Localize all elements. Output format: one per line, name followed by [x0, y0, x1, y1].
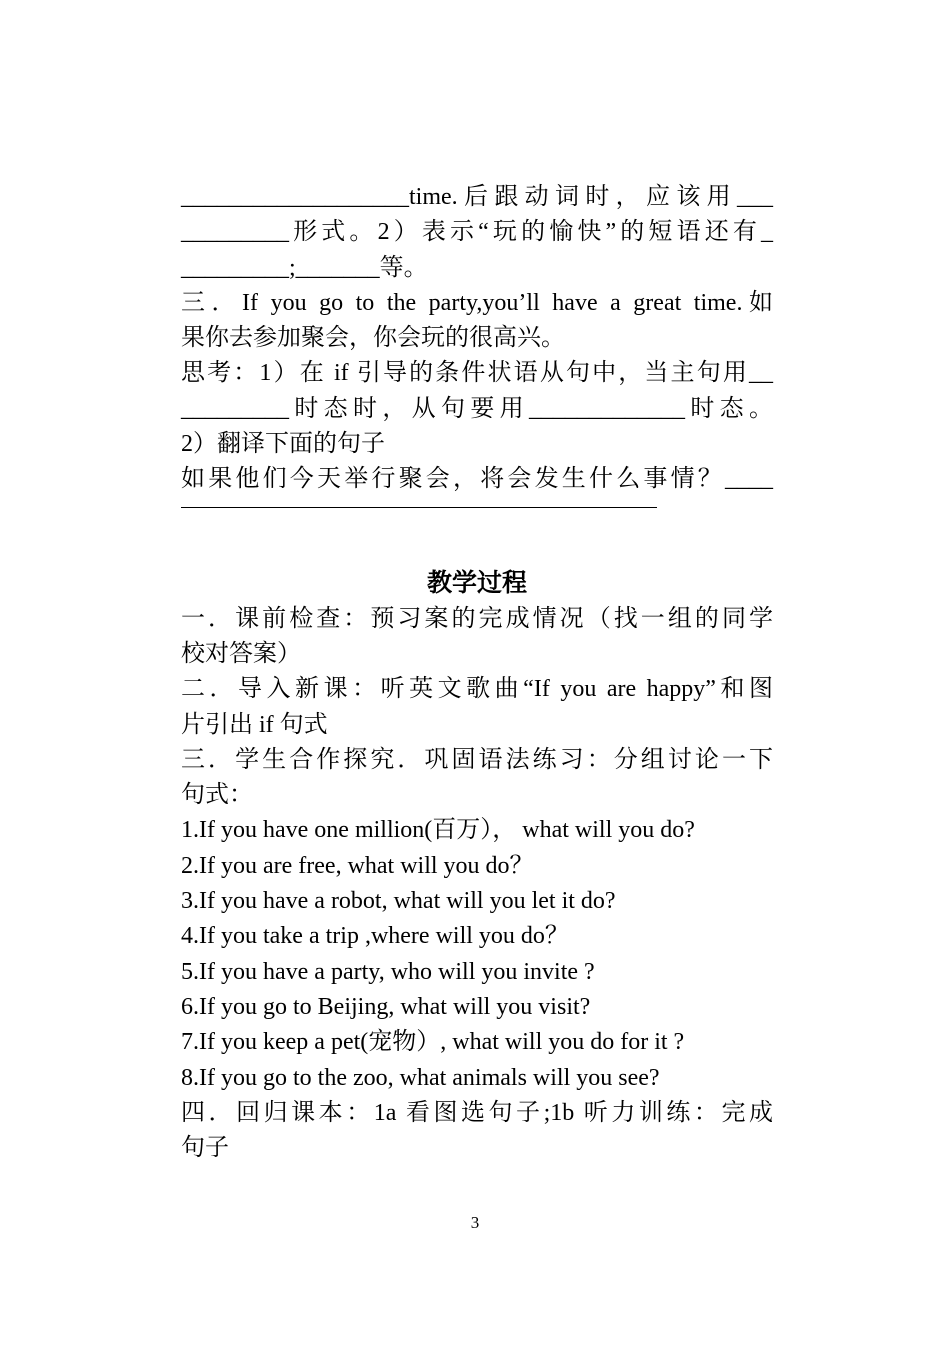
text-line: _________时态时，从句要用_____________时态。	[181, 395, 773, 422]
underline-rule	[181, 507, 657, 508]
question-item: 2.If you are free, what will you do？	[181, 852, 534, 879]
text-line: 如果他们今天举行聚会，将会发生什么事情？____	[181, 466, 773, 493]
text-line: 果你去参加聚会，你会玩的很高兴。	[181, 325, 565, 352]
text-line: 二．导入新课：听英文歌曲“If you are happy”和图	[181, 676, 773, 703]
text-line: 三．学生合作探究．巩固语法练习：分组讨论一下	[181, 746, 773, 773]
page-number: 3	[470, 1213, 480, 1232]
text-line: 三．If you go to the party,you’ll have a great time.如	[181, 289, 773, 316]
text-line: ___________________time.后跟动词时，应该用___	[181, 184, 773, 210]
text-line: 句式：	[181, 782, 253, 809]
question-item: 5.If you have a party, who will you invite ?	[181, 958, 595, 985]
text-line: 句子	[181, 1135, 229, 1162]
text-line: 片引出 if 句式	[181, 711, 328, 738]
section-heading: 教学过程	[426, 569, 527, 597]
answer-blank-line	[181, 498, 773, 533]
text-line: _________;_______等。	[181, 254, 428, 281]
question-item: 4.If you take a trip ,where will you do？	[181, 923, 569, 950]
question-item: 1.If you have one million(百万）， what will you do?	[181, 817, 695, 844]
text-line: 思考：1）在 if 引导的条件状语从句中，当主句用__	[181, 360, 773, 387]
text-line: 一．课前检查：预习案的完成情况（找一组的同学	[181, 605, 773, 632]
text-line: 2）翻译下面的句子	[181, 431, 385, 458]
question-item: 7.If you keep a pet(宠物）, what will you do for it ?	[181, 1029, 685, 1056]
page-content	[181, 180, 773, 1166]
text-line: 校对答案）	[181, 640, 301, 667]
spacer	[181, 533, 773, 566]
text-line: _________形式。2）表示“玩的愉快”的短语还有_	[181, 219, 773, 246]
question-item: 3.If you have a robot, what will you let it do?	[181, 888, 616, 915]
question-item: 8.If you go to the zoo, what animals will you see?	[181, 1064, 660, 1091]
text-line: 四．回归课本：1a 看图选句子;1b 听力训练：完成	[181, 1099, 773, 1126]
question-item: 6.If you go to Beijing, what will you visit?	[181, 993, 591, 1020]
